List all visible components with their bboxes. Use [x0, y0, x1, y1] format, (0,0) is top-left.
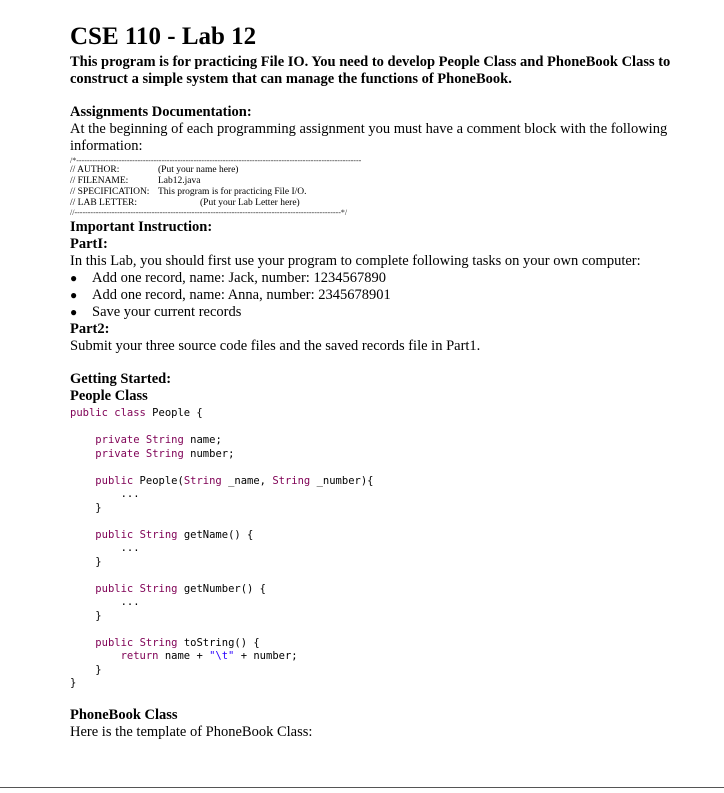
list-item-text: Add one record, name: Anna, number: 2345678901	[92, 287, 391, 303]
getting-started-heading: Getting Started:	[70, 371, 172, 387]
people-class-heading: People Class	[70, 388, 148, 404]
list-item	[70, 287, 690, 304]
part2-text: Submit your three source code files and the saved records file in Part1.	[70, 338, 481, 354]
intro-text: This program is for practicing File IO. You need to develop People Class and PhoneBook Class to construct a simple system that can manage the functions of PhoneBook.	[70, 54, 671, 87]
bullet-icon: ●	[70, 288, 78, 302]
comment-bottom-separator: //----------------------------------------------------------------------------------------------------*/	[70, 208, 348, 217]
comment-value: Lab12.java	[158, 176, 201, 186]
people-class-code: public class People { private String name; private String number; public People(String _name, String _number){ ... } public String getName() { ... } public String getNumber() { ... } public String toString() { return name + "\t" + number; } }	[70, 407, 374, 689]
page-bottom-divider	[0, 787, 724, 788]
instruction-heading: Important Instruction:	[70, 219, 213, 235]
document-page	[70, 22, 690, 741]
comment-key: // FILENAME:	[70, 176, 129, 186]
list-item-text: Save your current records	[92, 304, 242, 320]
list-item	[70, 270, 690, 287]
comment-row-specification	[70, 187, 690, 198]
page-title: CSE 110 - Lab 12	[70, 23, 257, 50]
bullet-icon: ●	[70, 271, 78, 285]
comment-block	[70, 157, 690, 217]
phonebook-heading: PhoneBook Class	[70, 706, 178, 723]
comment-value: (Put your Lab Letter here)	[200, 198, 300, 208]
assignments-text: At the beginning of each programming assignment you must have a comment block with the following information:	[70, 121, 668, 154]
bullet-icon: ●	[70, 305, 78, 319]
phonebook-text: Here is the template of PhoneBook Class:	[70, 723, 313, 740]
part1-text: In this Lab, you should first use your program to complete following tasks on your own computer:	[70, 253, 641, 269]
list-item-text: Add one record, name: Jack, number: 1234567890	[92, 270, 386, 286]
list-item	[70, 304, 690, 321]
comment-key: // SPECIFICATION:	[70, 187, 150, 197]
comment-row-author	[70, 165, 690, 176]
comment-value: (Put your name here)	[158, 165, 239, 175]
assignments-heading: Assignments Documentation:	[70, 104, 252, 120]
task-list	[70, 270, 690, 321]
comment-row-filename	[70, 176, 690, 187]
part1-label: PartI:	[70, 236, 108, 252]
comment-top-separator: /*-----------------------------------------------------------------------------------------------------------	[70, 156, 362, 165]
part2-label: Part2:	[70, 321, 110, 337]
comment-key: // AUTHOR:	[70, 165, 120, 175]
comment-key: // LAB LETTER:	[70, 198, 138, 208]
comment-value: This program is for practicing File I/O.	[158, 187, 307, 197]
